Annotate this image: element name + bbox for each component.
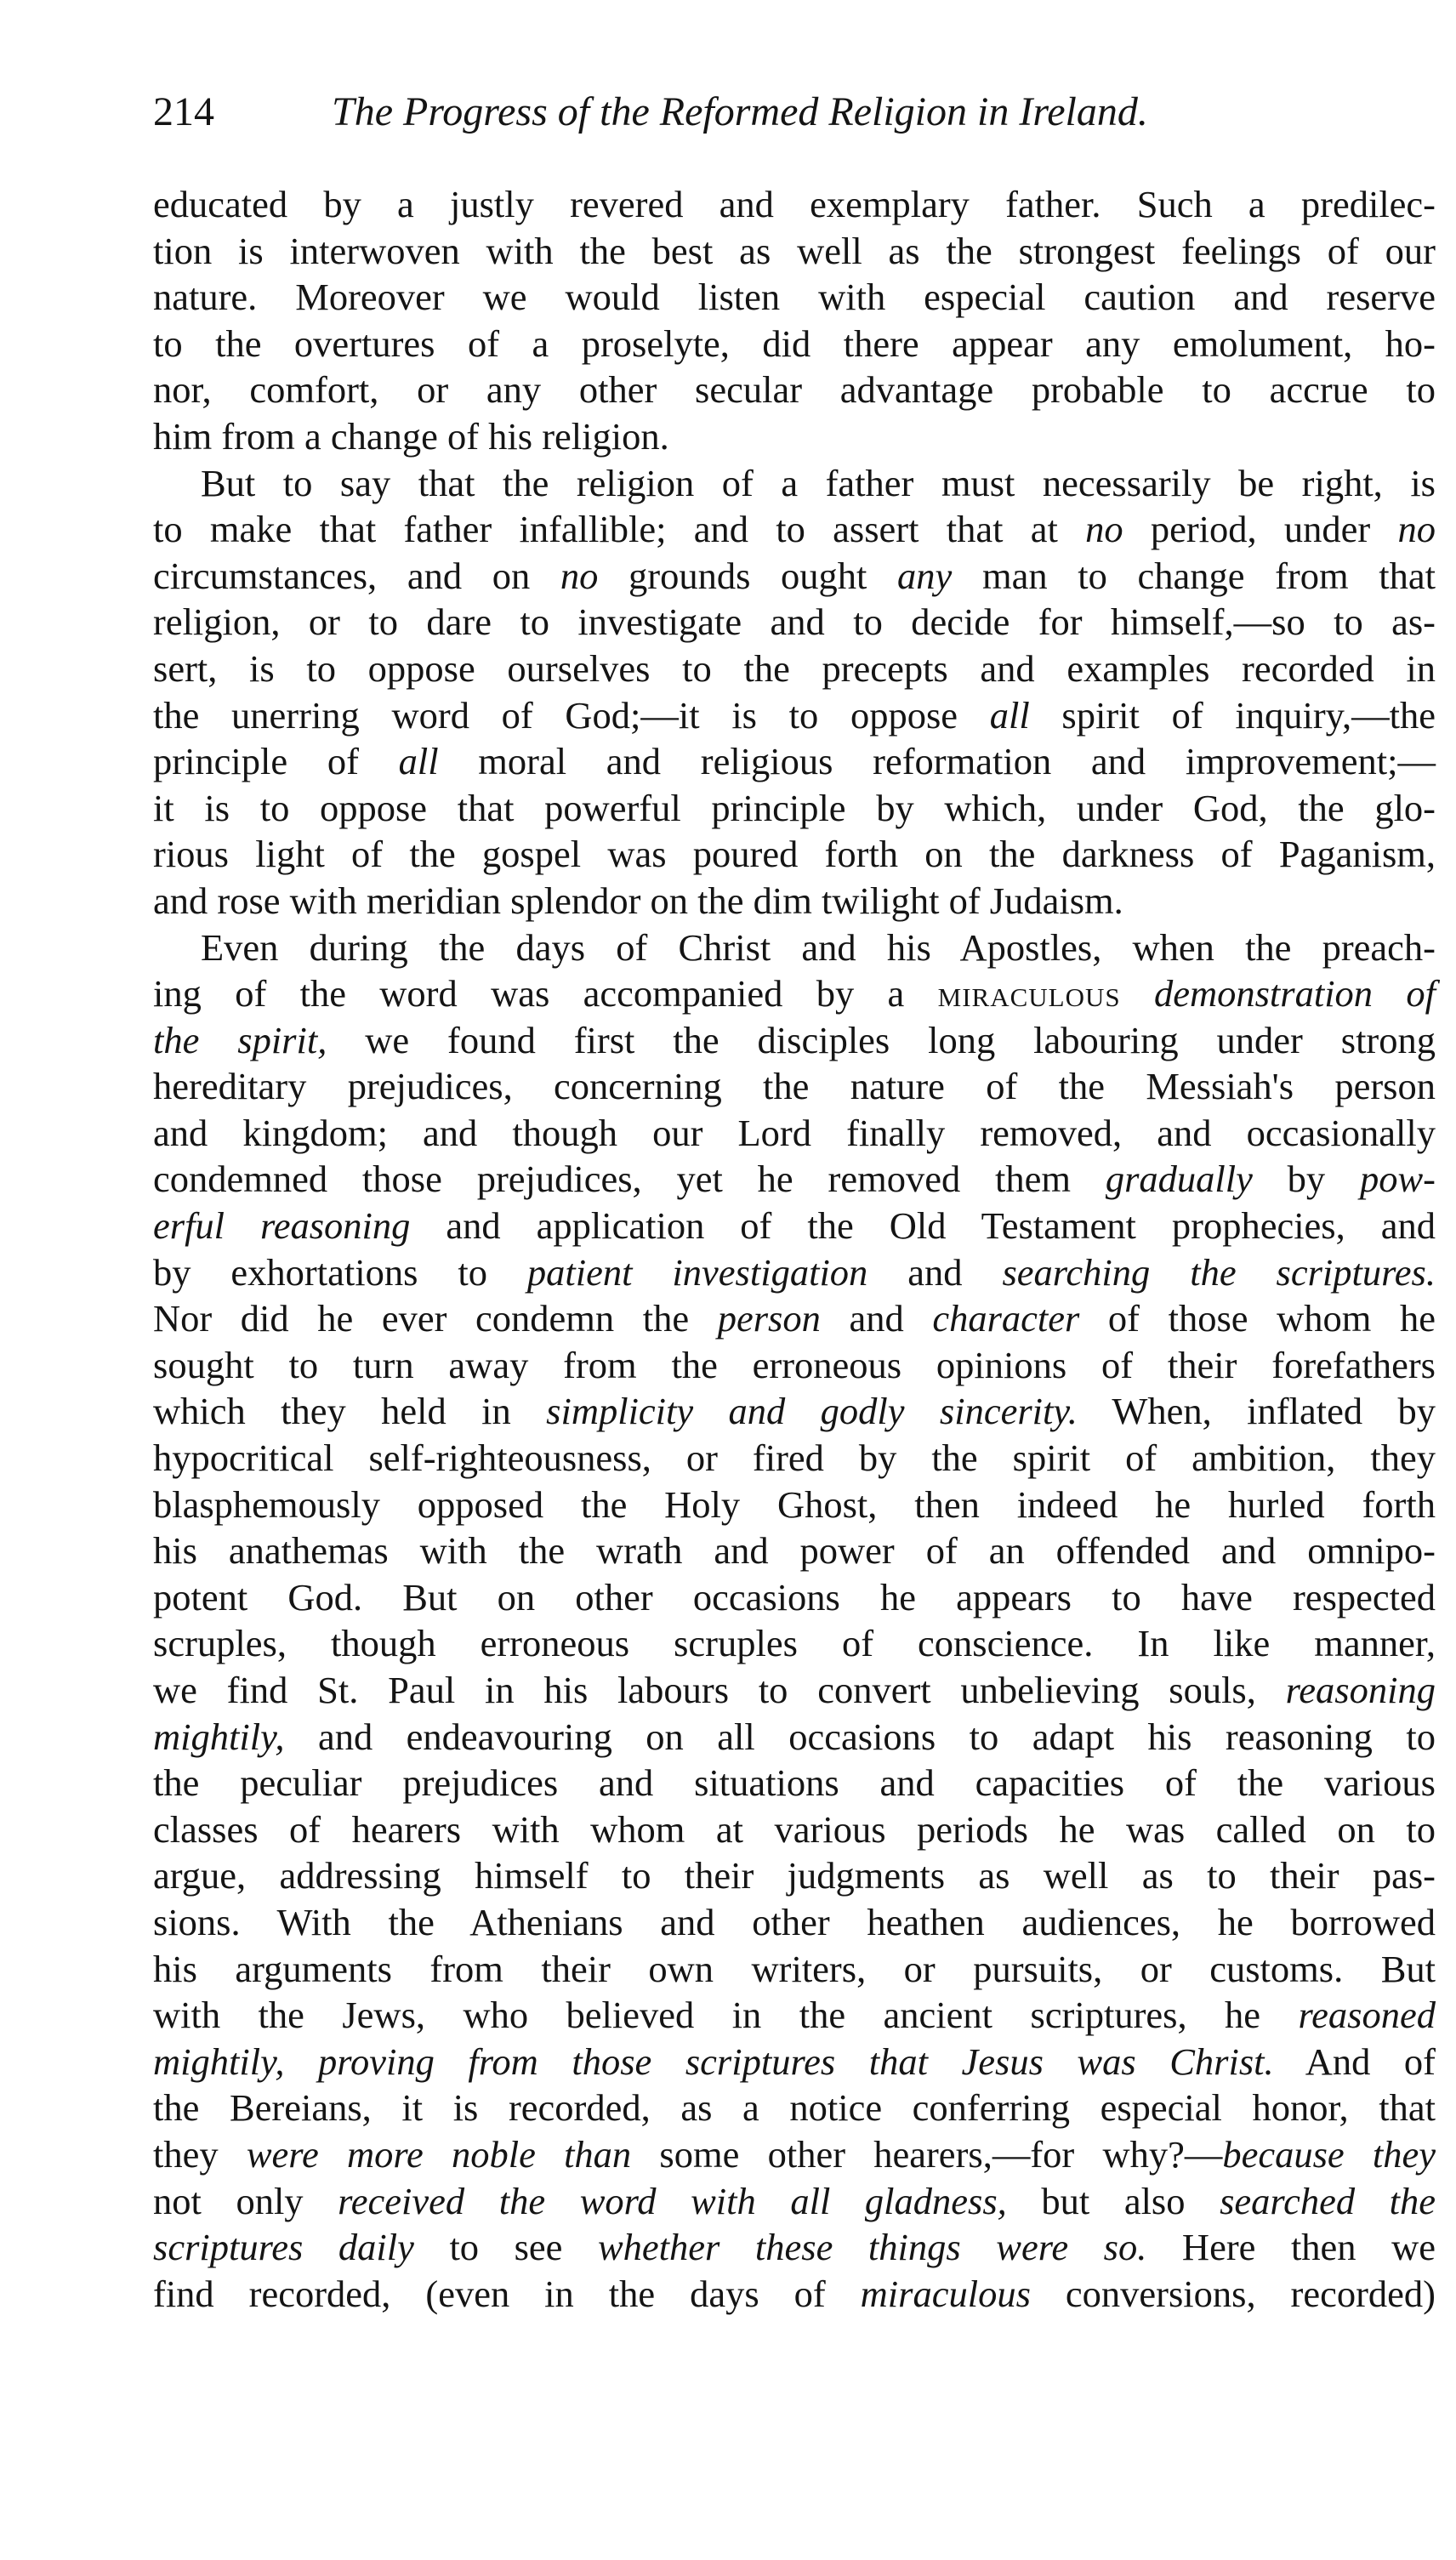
text-line: to make that father infallible; and to assert that at no period, under no <box>153 508 1436 551</box>
text-line: mightily, proving from those scriptures that Jesus was Christ. And of <box>153 2039 1436 2083</box>
text-line: find recorded, (even in the days of miraculous conversions, recorded) <box>153 2272 1436 2315</box>
text-line: argue, addressing himself to their judgments as well as to their pas- <box>153 1854 1436 1897</box>
text-line: scriptures daily to see whether these things were so. Here then we <box>153 2226 1436 2269</box>
text-line: they were more noble than some other hearers,—for why?—because they <box>153 2132 1436 2176</box>
text-line: nor, comfort, or any other secular advantage probable to accrue to <box>153 368 1436 412</box>
text-line: sought to turn away from the erroneous opinions of their forefathers <box>153 1343 1436 1386</box>
page-number: 214 <box>153 89 214 134</box>
text-line: the unerring word of God;—it is to oppose all spirit of inquiry,—the <box>153 693 1436 737</box>
text-line: with the Jews, who believed in the ancient scriptures, he reasoned <box>153 1994 1436 2037</box>
text-line: the Bereians, it is recorded, as a notice conferring especial honor, that <box>153 2086 1436 2130</box>
text-line: hypocritical self-righteousness, or fired by the spirit of ambition, they <box>153 1436 1436 1480</box>
text-line: erful reasoning and application of the Old Testament prophecies, and <box>153 1204 1436 1248</box>
text-line: But to say that the religion of a father must necessarily be right, is <box>201 461 1436 504</box>
body-text <box>153 181 1436 2317</box>
text-line: and rose with meridian splendor on the dim twilight of Judaism. <box>153 879 1123 922</box>
text-line: rious light of the gospel was poured forth on the darkness of Paganism, <box>153 833 1436 876</box>
text-line: the spirit, we found first the disciples long labouring under strong <box>153 1018 1436 1061</box>
text-line: which they held in simplicity and godly sincerity. When, inflated by <box>153 1390 1436 1433</box>
text-line: hereditary prejudices, concerning the nature of the Messiah's person <box>153 1065 1436 1108</box>
text-line: it is to oppose that powerful principle by which, under God, the glo- <box>153 786 1436 829</box>
text-line: nature. Moreover we would listen with especial caution and reserve <box>153 276 1436 319</box>
text-line: religion, or to dare to investigate and to decide for himself,—so to as- <box>153 600 1436 644</box>
text-line: sions. With the Athenians and other heathen audiences, he borrowed <box>153 1900 1436 1943</box>
text-line: mightily, and endeavouring on all occasions to adapt his reasoning to <box>153 1715 1436 1758</box>
running-head <box>153 87 1395 138</box>
text-line: blasphemously opposed the Holy Ghost, then indeed he hurled forth <box>153 1482 1436 1526</box>
text-line: potent God. But on other occasions he appears to have respected <box>153 1575 1436 1618</box>
text-line: the peculiar prejudices and situations and capacities of the various <box>153 1761 1436 1805</box>
text-line: circumstances, and on no grounds ought any man to change from that <box>153 554 1436 597</box>
text-line: we find St. Paul in his labours to convert unbelieving souls, reasoning <box>153 1669 1436 1711</box>
text-line: Even during the days of Christ and his Apostles, when the preach- <box>201 925 1436 969</box>
text-line: condemned those prejudices, yet he removed them gradually by pow- <box>153 1158 1436 1201</box>
text-line: principle of all moral and religious reformation and improvement;— <box>153 740 1436 783</box>
text-line: educated by a justly revered and exemplary father. Such a predilec- <box>153 183 1436 225</box>
text-line: him from a change of his religion. <box>153 414 669 458</box>
text-line: and kingdom; and though our Lord finally removed, and occasionally <box>153 1111 1436 1154</box>
text-line: his arguments from their own writers, or pursuits, or customs. But <box>153 1947 1436 1990</box>
text-line: Nor did he ever condemn the person and character of those whom he <box>153 1297 1436 1340</box>
text-line: classes of hearers with whom at various periods he was called on to <box>153 1807 1436 1851</box>
running-title: The Progress of the Reformed Religion in Ireland. <box>332 89 1148 134</box>
text-line: scruples, though erroneous scruples of conscience. In like manner, <box>153 1622 1436 1665</box>
text-line: his anathemas with the wrath and power of an offended and omnipo- <box>153 1529 1436 1573</box>
text-line: by exhortations to patient investigation and searching the scriptures. <box>153 1250 1436 1294</box>
text-line: to the overtures of a proselyte, did there appear any emolument, ho- <box>153 321 1436 365</box>
text-line: ing of the word was accompanied by a miraculous demonstration of <box>153 972 1436 1015</box>
text-line: not only received the word with all gladness, but also searched the <box>153 2179 1436 2222</box>
text-line: tion is interwoven with the best as well as the strongest feelings of our <box>153 229 1436 272</box>
text-line: sert, is to oppose ourselves to the precepts and examples recorded in <box>153 646 1436 690</box>
